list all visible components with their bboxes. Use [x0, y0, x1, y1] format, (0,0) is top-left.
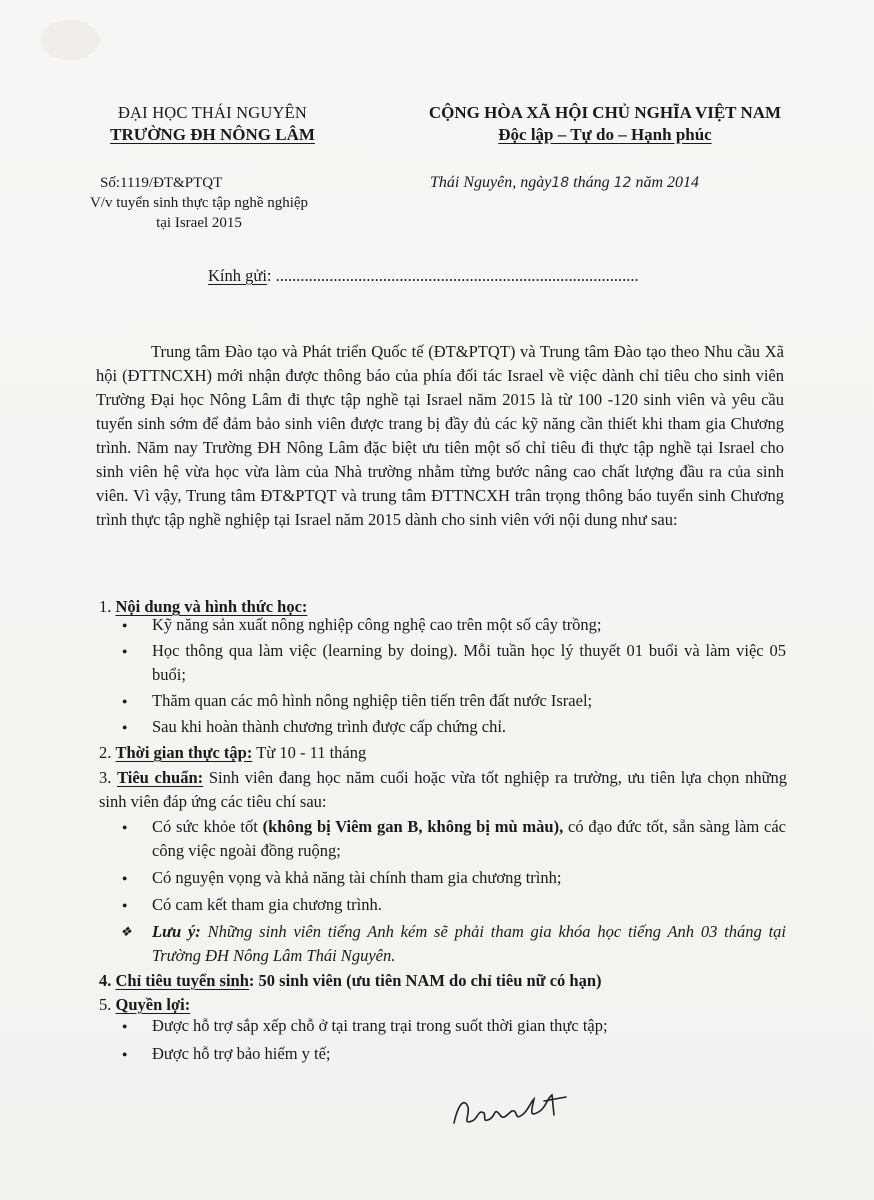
- list-item: ● Có nguyện vọng và khả năng tài chính tham gia chương trình;: [96, 866, 786, 890]
- recipient-blank: : ........................................................................................: [266, 266, 639, 285]
- issue-date: Thái Nguyên, ngày18 tháng 12 năm 2014: [430, 174, 699, 191]
- list-item: ● Sau khi hoàn thành chương trình được cấp chứng chỉ.: [96, 715, 786, 739]
- handwritten-month: 12: [613, 175, 632, 191]
- school-name: TRƯỜNG ĐH NÔNG LÂM: [110, 125, 315, 144]
- national-motto: Độc lập – Tự do – Hạnh phúc: [498, 125, 712, 144]
- section-3: 3. Tiêu chuẩn: Sinh viên đang học năm cuối hoặc vừa tốt nghiệp ra trường, ưu tiên lựa chọn những sinh viên đáp ứng các tiêu chí sau:: [99, 768, 788, 811]
- reference-number: Số:1119/ĐT&PTQT: [100, 175, 223, 191]
- list-item: ● Có cam kết tham gia chương trình.: [96, 893, 786, 917]
- subject-line: V/v tuyển sinh thực tập nghề nghiệp tại Israel 2015: [89, 195, 309, 231]
- national-header: [395, 103, 815, 145]
- section-5-heading: 5. Quyền lợi:: [99, 995, 191, 1014]
- paper-stain: [40, 20, 100, 60]
- nation-title: CỘNG HÒA XÃ HỘI CHỦ NGHĨA VIỆT NAM: [428, 103, 782, 122]
- recipient-label: Kính gửi: [208, 266, 267, 285]
- signature: [448, 1085, 588, 1135]
- section-3-list: [96, 815, 786, 968]
- section-1-heading: 1. Nội dung và hình thức học:: [99, 597, 308, 616]
- section-5-list: [96, 1014, 786, 1066]
- section-4: 4. Chỉ tiêu tuyển sinh: 50 sinh viên (ưu tiên NAM do chỉ tiêu nữ có hạn): [99, 971, 602, 990]
- issuer-block: [70, 103, 355, 145]
- intro-paragraph: Trung tâm Đào tạo và Phát triển Quốc tế (ĐT&PTQT) và Trung tâm Đào tạo theo Nhu cầu Xã hội (ĐTTNCXH) mới nhận được thông báo của phía đối tác Israel về việc dành chỉ tiêu cho sinh viên Trường Đại học Nông Lâm đi thực tập nghề tại Israel năm 2015 là từ 100 -120 sinh viên và yêu cầu tuyển sinh sớm để đảm bảo sinh viên được trang bị đầy đủ các kỹ năng cần thiết khi tham gia Chương trình. Năm nay Trường ĐH Nông Lâm đặc biệt ưu tiên một số chỉ tiêu đi thực tập nghề tại Israel cho sinh viên hệ vừa học vừa làm của Nhà trường nhằm từng bước nâng cao chất lượng đầu ra của sinh viên. Vì vậy, Trung tâm ĐT&PTQT và trung tâm ĐTTNCXH trân trọng thông báo tuyển sinh Chương trình thực tập nghề nghiệp tại Israel năm 2015 dành cho sinh viên với nội dung như sau:: [96, 342, 784, 529]
- list-item: ● Kỹ năng sản xuất nông nghiệp công nghệ cao trên một số cây trồng;: [96, 613, 786, 637]
- list-item: ● Có sức khỏe tốt (không bị Viêm gan B, không bị mù màu), có đạo đức tốt, sẵn sàng làm các công việc ngoài đồng ruộng;: [96, 815, 786, 863]
- recipient-line: [208, 266, 639, 286]
- list-item: ● Được hỗ trợ bảo hiểm y tế;: [96, 1042, 786, 1066]
- list-item: ● Được hỗ trợ sắp xếp chỗ ở tại trang trại trong suốt thời gian thực tập;: [96, 1014, 786, 1038]
- list-item: ● Học thông qua làm việc (learning by doing). Mỗi tuần học lý thuyết 01 buổi và làm việc 05 buổi;: [96, 639, 786, 687]
- section-2: 2. Thời gian thực tập: Từ 10 - 11 tháng: [99, 743, 367, 762]
- handwritten-day: 18: [551, 175, 570, 191]
- university-name: ĐẠI HỌC THÁI NGUYÊN: [117, 103, 308, 122]
- list-item: ● Thăm quan các mô hình nông nghiệp tiên tiến trên đất nước Israel;: [96, 689, 786, 713]
- note-item: ❖ Lưu ý: Những sinh viên tiếng Anh kém sẽ phải tham gia khóa học tiếng Anh 03 tháng tại Trường ĐH Nông Lâm Thái Nguyên.: [96, 920, 786, 968]
- section-1-list: [96, 613, 786, 739]
